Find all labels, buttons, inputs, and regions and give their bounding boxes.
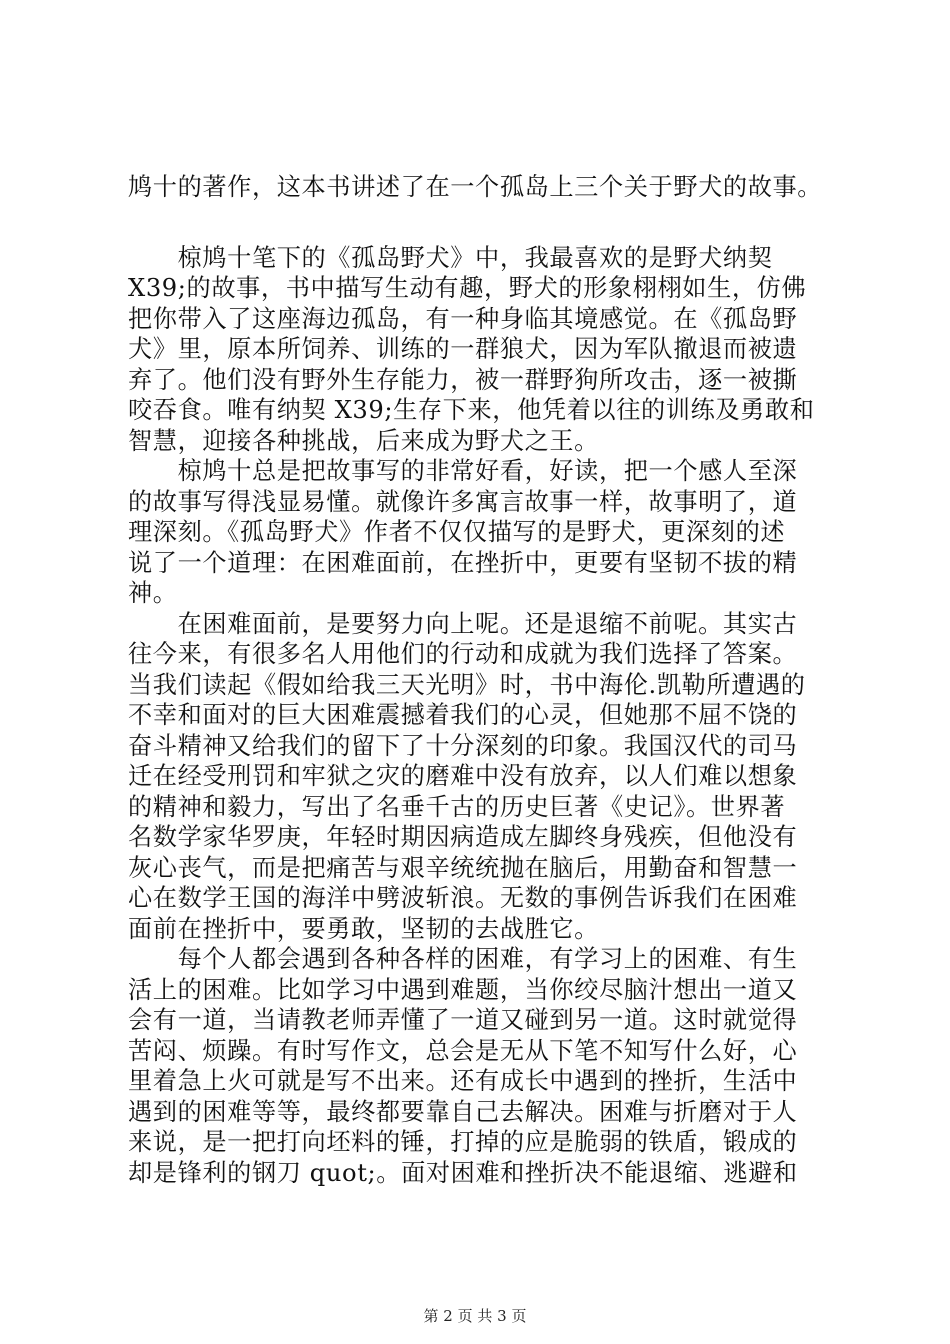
text-line: X39;的故事，书中描写生动有趣，野犬的形象栩栩如生，仿佛 <box>128 274 807 302</box>
text-line: 不幸和面对的巨大困难震撼着我们的心灵，但她那不屈不饶的 <box>128 701 798 729</box>
text-line: 每个人都会遇到各种各样的困难，有学习上的困难、有生 <box>128 945 798 973</box>
text-line: 心在数学王国的海洋中劈波斩浪。无数的事例告诉我们在困难 <box>128 884 798 912</box>
text-line: 灰心丧气，而是把痛苦与艰辛统统抛在脑后，用勤奋和智慧一 <box>128 853 798 882</box>
text-line: 椋鸠十笔下的《孤岛野犬》中，我最喜欢的是野犬纳契 <box>128 243 773 272</box>
text-line: 却是锋利的钢刀 quot;。面对困难和挫折决不能退缩、逃避和 <box>128 1158 798 1187</box>
text-line: 的精神和毅力，写出了名垂千古的历史巨著《史记》。世界著 <box>128 792 786 821</box>
text-line: 犬》里，原本所饲养、训练的一群狼犬，因为军队撤退而被遗 <box>128 335 798 363</box>
text-line: 名数学家华罗庚，年轻时期因病造成左脚终身残疾，但他没有 <box>128 823 798 851</box>
text-line: 苦闷、烦躁。有时写作文，总会是无从下笔不知写什么好，心 <box>128 1036 798 1065</box>
text-line: 活上的困难。比如学习中遇到难题，当你绞尽脑汁想出一道又 <box>128 975 798 1004</box>
text-line: 迁在经受刑罚和牢狱之灾的磨难中没有放弃，以人们难以想象 <box>128 762 798 790</box>
text-line: 面前在挫折中，要勇敢，坚韧的去战胜它。 <box>128 914 599 943</box>
paragraph-gap <box>128 203 838 243</box>
text-line: 把你带入了这座海边孤岛，有一种身临其境感觉。在《孤岛野 <box>128 304 798 333</box>
page-footer: 第 2 页 共 3 页 <box>423 1307 527 1325</box>
text-line: 智慧，迎接各种挑战，后来成为野犬之王。 <box>128 426 599 455</box>
text-line: 奋斗精神又给我们的留下了十分深刻的印象。我国汉代的司马 <box>128 731 798 760</box>
text-line: 在困难面前，是要努力向上呢。还是退缩不前呢。其实古 <box>128 609 798 638</box>
text-line: 椋鸠十总是把故事写的非常好看，好读，把一个感人至深 <box>128 457 798 485</box>
text-line: 咬吞食。唯有纳契 X39;生存下来，他凭着以往的训练及勇敢和 <box>128 396 815 424</box>
text-line: 说了一个道理：在困难面前，在挫折中，更要有坚韧不拔的精 <box>128 548 798 577</box>
text-line: 神。 <box>128 579 178 607</box>
text-line: 往今来，有很多名人用他们的行动和成就为我们选择了答案。 <box>128 640 798 668</box>
text-line: 理深刻。《孤岛野犬》作者不仅仅描写的是野犬，更深刻的述 <box>128 518 786 546</box>
text-line: 弃了。他们没有野外生存能力，被一群野狗所攻击，逐一被撕 <box>128 365 798 394</box>
text-line: 的故事写得浅显易懂。就像许多寓言故事一样，故事明了，道 <box>128 487 798 516</box>
text-line: 来说，是一把打向坯料的锤，打掉的应是脆弱的铁盾，锻成的 <box>128 1128 798 1156</box>
text-line: 会有一道，当请教老师弄懂了一道又碰到另一道。这时就觉得 <box>128 1006 798 1034</box>
document-body <box>128 172 838 1188</box>
text-line: 遇到的困难等等，最终都要靠自己去解决。困难与折磨对于人 <box>128 1097 798 1126</box>
text-line: 里着急上火可就是写不出来。还有成长中遇到的挫折，生活中 <box>128 1067 798 1095</box>
text-line: 当我们读起《假如给我三天光明》时，书中海伦.凯勒所遭遇的 <box>128 670 806 699</box>
text-line: 鸠十的著作，这本书讲述了在一个孤岛上三个关于野犬的故事。 <box>128 173 823 201</box>
